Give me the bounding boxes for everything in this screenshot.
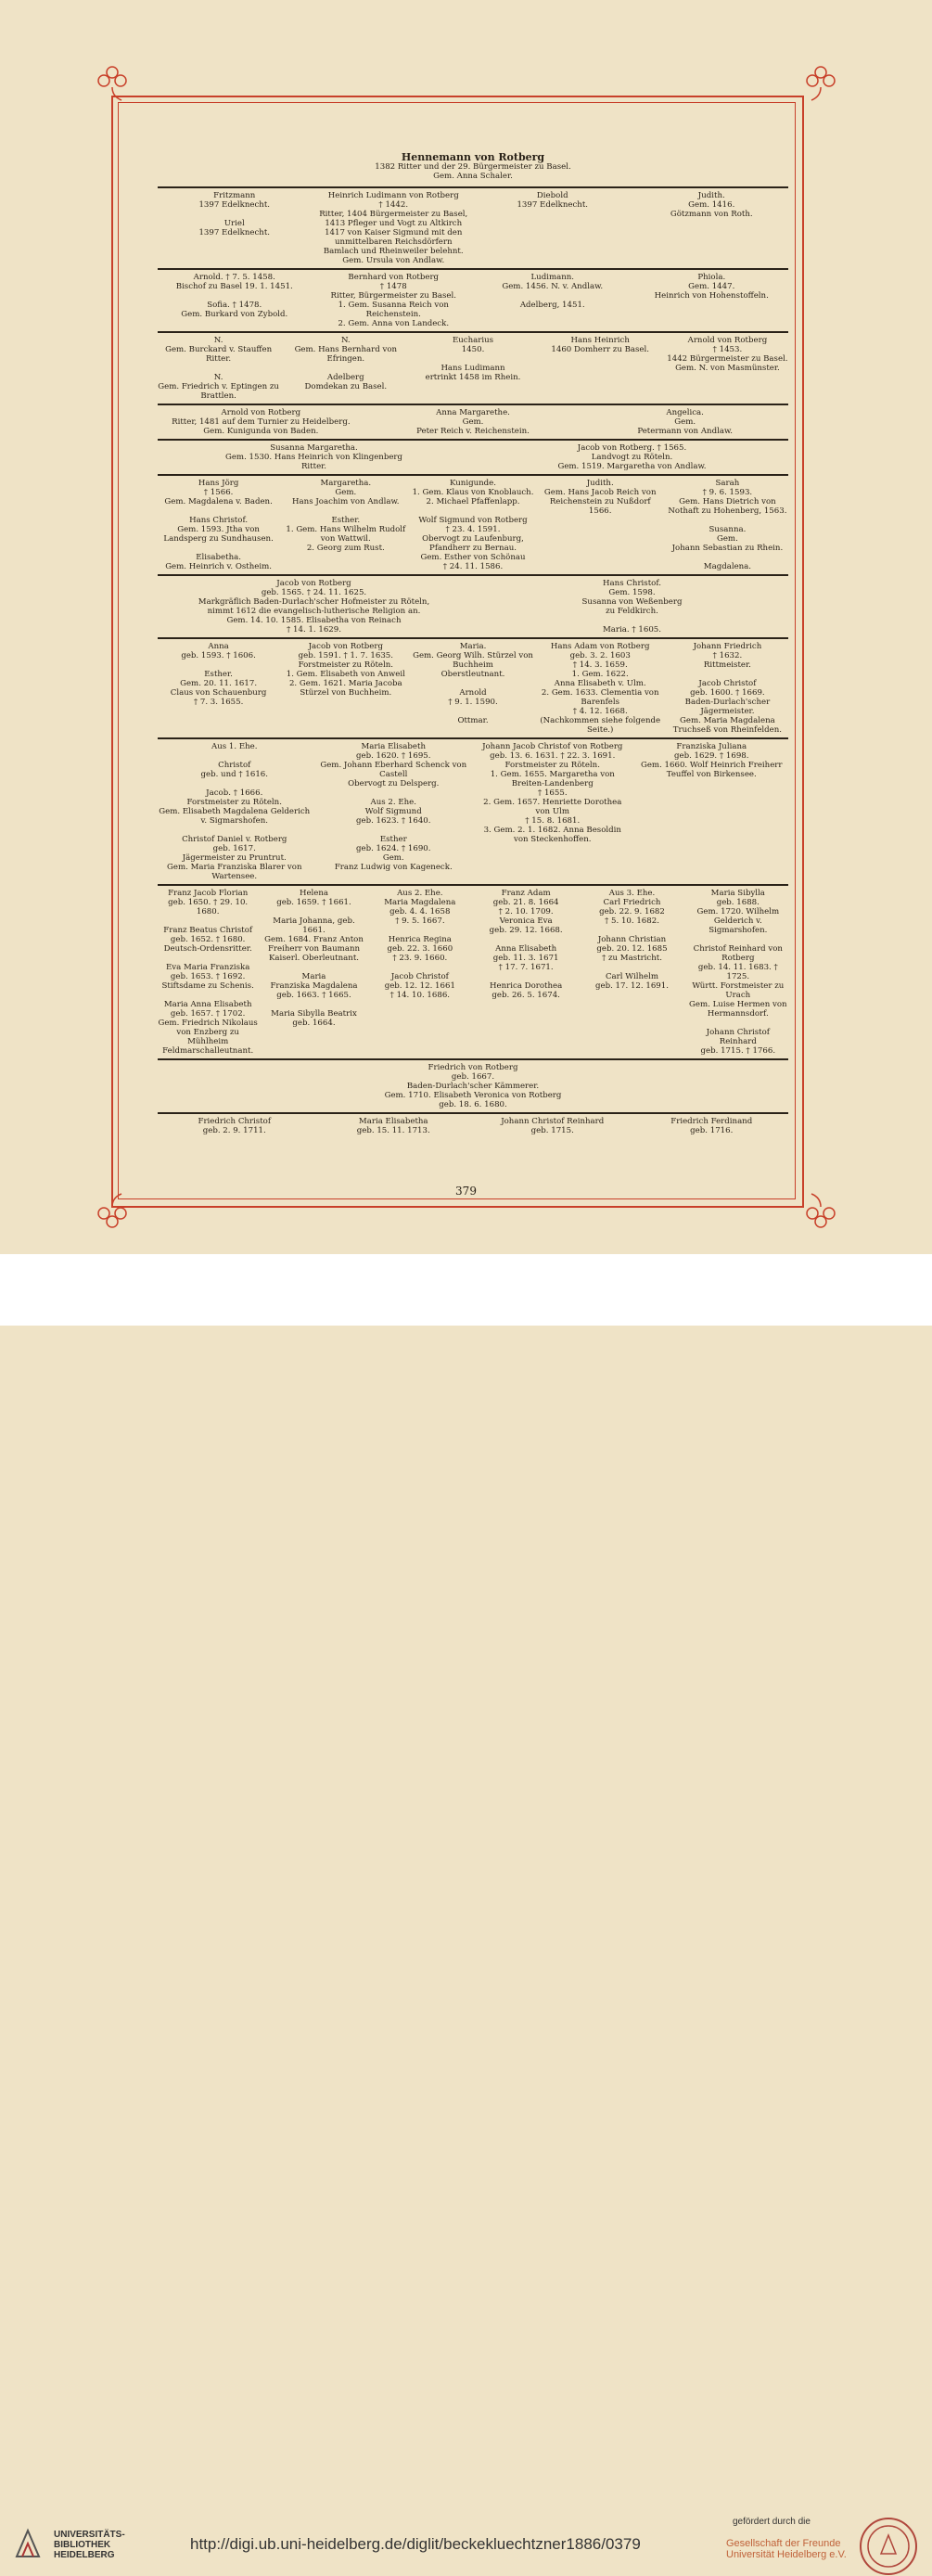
spouse-line: Gem. Anna Schaler. xyxy=(433,172,513,181)
generation-row xyxy=(158,408,788,436)
person-entry: Diebold 1397 Edelknecht. xyxy=(517,191,589,210)
person-entry: Maria Elisabetha geb. 15. 11. 1713. xyxy=(356,1117,430,1135)
person-entry: Margaretha. Gem. Hans Joachim von Andlaw. Esther. 1. Gem. Hans Wilhelm Rudolf von Wattwil. 2. Georg zum Rust. xyxy=(286,479,406,553)
library-logo-icon xyxy=(11,2527,45,2560)
university-seal-icon xyxy=(859,2517,918,2576)
person-entry: Hans Adam von Rotberg geb. 3. 2. 1603 † 14. 3. 1659. 1. Gem. 1622. Anna Elisabeth v. Ulm. 2. Gem. 1633. Clementia von Barenfels † 4. 12. 1668. (Nachkommen siehe folgende Seite.) xyxy=(540,642,661,735)
generation-row xyxy=(158,579,788,634)
generation-row xyxy=(158,1117,788,1135)
person-entry: Arnold. † 7. 5. 1458. Bischof zu Basel 19. 1. 1451. Sofia. † 1478. Gem. Burkard von Zybold. xyxy=(175,273,293,319)
library-name: UNIVERSITÄTS- BIBLIOTHEK HEIDELBERG xyxy=(54,2530,125,2560)
generation-band xyxy=(158,439,788,471)
person-entry: Jacob von Rotberg geb. 1565. † 24. 11. 1625. Markgräflich Baden-Durlach'scher Hofmeister zu Röteln, nimmt 1612 die evangelisch-lutherische Religion an. Gem. 14. 10. 1585. Elisabetha von Reinach † 14. 1. 1629. xyxy=(198,579,430,634)
generation-band xyxy=(158,474,788,571)
corner-ornament-icon xyxy=(91,59,134,102)
person-entry: Angelica. Gem. Petermann von Andlaw. xyxy=(637,408,734,436)
corner-ornament-icon xyxy=(799,1192,842,1235)
person-entry: Arnold von Rotberg † 1453. 1442 Bürgermeister zu Basel. Gem. N. von Masmünster. xyxy=(667,336,788,373)
person-entry: Fritzmann 1397 Edelknecht. Uriel 1397 Edelknecht. xyxy=(198,191,271,237)
generation-row xyxy=(158,642,788,735)
corner-ornament-icon xyxy=(91,1192,134,1235)
person-entry: Maria Sibylla geb. 1688. Gem. 1720. Wilhelm Gelderich v. Sigmarshofen. Christof Reinhard von Rotberg geb. 14. 11. 1683. † 1725. Württ. Forstmeister zu Urach Gem. Luise Hermen von Hermannsdorf. Johann Christof Reinhard geb. 1715. † 1766. xyxy=(689,889,787,1056)
person-entry: Hans Christof. Gem. 1598. Susanna von Weßenberg zu Feldkirch. Maria. † 1605. xyxy=(581,579,683,634)
person-entry: Aus 2. Ehe. Maria Magdalena geb. 4. 4. 1658 † 9. 5. 1667. Henrica Regina geb. 22. 3. 1660 † 23. 9. 1660. Jacob Christof geb. 12. 12. 1661 † 14. 10. 1686. xyxy=(384,889,456,1000)
generation-band xyxy=(158,574,788,634)
generation-row xyxy=(158,191,788,265)
generation-band xyxy=(158,884,788,1056)
generation-row xyxy=(158,1063,788,1109)
person-entry: Phiola. Gem. 1447. Heinrich von Hohenstoffeln. xyxy=(654,273,769,301)
generation-band xyxy=(158,268,788,328)
person-entry: Franz Jacob Florian geb. 1650. † 29. 10. 1680. Franz Beatus Christof geb. 1652. † 1680. Deutsch-Ordensritter. Eva Maria Franziska geb. 1653. † 1692. Stiftsdame zu Schenis. Maria Anna Elisabeth geb. 1657. † 1702. Gem. Friedrich Nikolaus von Enzberg zu Mühlheim Feldmarschalleutnant. xyxy=(158,889,258,1056)
person-entry: Sarah † 9. 6. 1593. Gem. Hans Dietrich von Nothaft zu Hohenberg, 1563. Susanna. Gem. Johann Sebastian zu Rhein. Magdalena. xyxy=(668,479,787,571)
digitization-footer xyxy=(0,1254,932,2560)
genealogy-table xyxy=(158,153,788,1135)
person-entry: Arnold von Rotberg Ritter, 1481 auf dem Turnier zu Heidelberg. Gem. Kunigunda von Baden. xyxy=(172,408,351,436)
generation-row xyxy=(158,479,788,571)
funding-note: gefördert durch die xyxy=(733,2517,811,2527)
person-entry: Judith. Gem. 1416. Götzmann von Roth. xyxy=(670,191,753,219)
person-entry: Judith. Gem. Hans Jacob Reich von Reichenstein zu Nußdorf 1566. xyxy=(543,479,657,516)
society-name: Gesellschaft der Freunde Universität Heidelberg e.V. xyxy=(726,2538,847,2560)
person-entry: N. Gem. Burckard v. Stauffen Ritter. N. Gem. Friedrich v. Eptingen zu Brattlen. xyxy=(158,336,279,401)
person-entry: Hans Jörg † 1566. Gem. Magdalena v. Baden. Hans Christof. Gem. 1593. Jtha von Landsperg zu Sundhausen. Elisabetha. Gem. Heinrich v. Ostheim. xyxy=(163,479,274,571)
person-entry: Friedrich Ferdinand geb. 1716. xyxy=(670,1117,753,1135)
page-subtitle: 1382 Ritter und der 29. Bürgermeister zu Basel. xyxy=(375,162,571,172)
person-entry: N. Gem. Hans Bernhard von Efringen. Adelberg Domdekan zu Basel. xyxy=(294,336,398,391)
page-title: Hennemann von Rotberg xyxy=(401,151,545,163)
generation-band xyxy=(158,331,788,401)
person-entry: Johann Jacob Christof von Rotberg geb. 13. 6. 1631. † 22. 3. 1691. Forstmeister zu Röteln. 1. Gem. 1655. Margaretha von Breiten-Landenberg † 1655. 2. Gem. 1657. Henriette Dorothea von Ulm † 15. 8. 1681. 3. Gem. 2. 1. 1682. Anna Besoldin von Steckenhoffen. xyxy=(482,742,623,844)
person-entry: Susanna Margaretha. Gem. 1530. Hans Heinrich von Klingenberg Ritter. xyxy=(224,443,403,471)
person-entry: Franz Adam geb. 21. 8. 1664 † 2. 10. 1709. Veronica Eva geb. 29. 12. 1668. Anna Elisabeth geb. 11. 3. 1671 † 17. 7. 1671. Henrica Dorothea geb. 26. 5. 1674. xyxy=(489,889,563,1000)
person-entry: Johann Friedrich † 1632. Rittmeister. Jacob Christof geb. 1600. † 1669. Baden-Durlach'scher Jägermeister. Gem. Maria Magdalena Truchseß von Rheinfelden. xyxy=(672,642,783,735)
person-entry: Anna geb. 1593. † 1606. Esther. Gem. 20. 11. 1617. Claus von Schauenburg † 7. 3. 1655. xyxy=(170,642,267,707)
person-entry: Aus 3. Ehe. Carl Friedrich geb. 22. 9. 1682 † 5. 10. 1682. Johann Christian geb. 20. 12. 1685 † zu Mastricht. Carl Wilhelm geb. 17. 12. 1691. xyxy=(595,889,669,991)
scanned-page xyxy=(0,0,932,1254)
page-number: 379 xyxy=(455,1185,477,1198)
family-header xyxy=(158,153,788,181)
generation-band xyxy=(158,404,788,436)
person-entry: Jacob von Rotberg. † 1565. Landvogt zu Röteln. Gem. 1519. Margaretha von Andlaw. xyxy=(557,443,707,471)
person-entry: Maria. Gem. Georg Wilh. Stürzel von Buchheim Oberstleutnant. Arnold † 9. 1. 1590. Ottmar. xyxy=(413,642,533,725)
person-entry: Heinrich Ludimann von Rotberg † 1442. Ritter, 1404 Bürgermeister zu Basel, 1413 Pfleger und Vogt zu Altkirch 1417 von Kaiser Sigmund mit den unmittelbaren Reichsdörfern Bamlach und Rheinweiler belehnt. Gem. Ursula von Andlaw. xyxy=(319,191,468,265)
person-entry: Bernhard von Rotberg † 1478 Ritter, Bürgermeister zu Basel. 1. Gem. Susanna Reich von Reichenstein. 2. Gem. Anna von Landeck. xyxy=(330,273,456,328)
generation-band xyxy=(158,186,788,265)
person-entry: Friedrich Christof geb. 2. 9. 1711. xyxy=(198,1117,272,1135)
corner-ornament-icon xyxy=(799,59,842,102)
person-entry: Ludimann. Gem. 1456. N. v. Andlaw. Adelberg, 1451. xyxy=(502,273,604,310)
person-entry: Maria Elisabeth geb. 1620. † 1695. Gem. Johann Eberhard Schenck von Castell Obervogt zu Delsperg. Aus 2. Ehe. Wolf Sigmund geb. 1623. † 1640. Esther geb. 1624. † 1690. Gem. Franz Ludwig von Kageneck. xyxy=(320,742,467,872)
generation-row xyxy=(158,336,788,401)
generation-band xyxy=(158,1058,788,1109)
person-entry: Jacob von Rotberg geb. 1591. † 1. 7. 1635. Forstmeister zu Röteln. 1. Gem. Elisabeth von Anweil 2. Gem. 1621. Maria Jacoba Stürzel von Buchheim. xyxy=(286,642,405,698)
generation-row xyxy=(158,273,788,328)
person-entry: Aus 1. Ehe. Christof geb. und † 1616. Jacob. † 1666. Forstmeister zu Röteln. Gem. Elisabeth Magdalena Gelderich v. Sigmarshofen. Christof Daniel v. Rotberg geb. 1617. Jägermeister zu Pruntrut. Gem. Maria Franziska Blarer von Wartensee. xyxy=(159,742,311,881)
generation-row xyxy=(158,889,788,1056)
generation-row xyxy=(158,443,788,471)
source-url[interactable]: http://digi.ub.uni-heidelberg.de/diglit/beckekluechtzner1886/0379 xyxy=(190,2535,641,2553)
person-entry: Johann Christof Reinhard geb. 1715. xyxy=(501,1117,605,1135)
person-entry: Franziska Juliana geb. 1629. † 1698. Gem. 1660. Wolf Heinrich Freiherr Teuffel von Birkensee. xyxy=(640,742,783,779)
person-entry: Anna Margarethe. Gem. Peter Reich v. Reichenstein. xyxy=(416,408,530,436)
person-entry: Kunigunde. 1. Gem. Klaus von Knoblauch. 2. Michael Pfaffenlapp. Wolf Sigmund von Rotberg † 23. 4. 1591. Obervogt zu Laufenburg, Pfandherr zu Bernau. Gem. Esther von Schönau † 24. 11. 1586. xyxy=(412,479,534,571)
person-entry: Eucharius 1450. Hans Ludimann ertrinkt 1458 im Rhein. xyxy=(425,336,521,382)
generation-band xyxy=(158,737,788,881)
generation-band xyxy=(158,637,788,735)
generation-band xyxy=(158,1112,788,1135)
person-entry: Hans Heinrich 1460 Domherr zu Basel. xyxy=(551,336,649,354)
person-entry: Helena geb. 1659. † 1661. Maria Johanna, geb. 1661. Gem. 1684. Franz Anton Freiherr von Baumann Kaiserl. Oberleutnant. Maria Franziska Magdalena geb. 1663. † 1665. Maria Sibylla Beatrix geb. 1664. xyxy=(264,889,364,1028)
person-entry: Friedrich von Rotberg geb. 1667. Baden-Durlach'scher Kämmerer. Gem. 1710. Elisabeth Veronica von Rotberg geb. 18. 6. 1680. xyxy=(384,1063,562,1109)
generation-row xyxy=(158,742,788,881)
